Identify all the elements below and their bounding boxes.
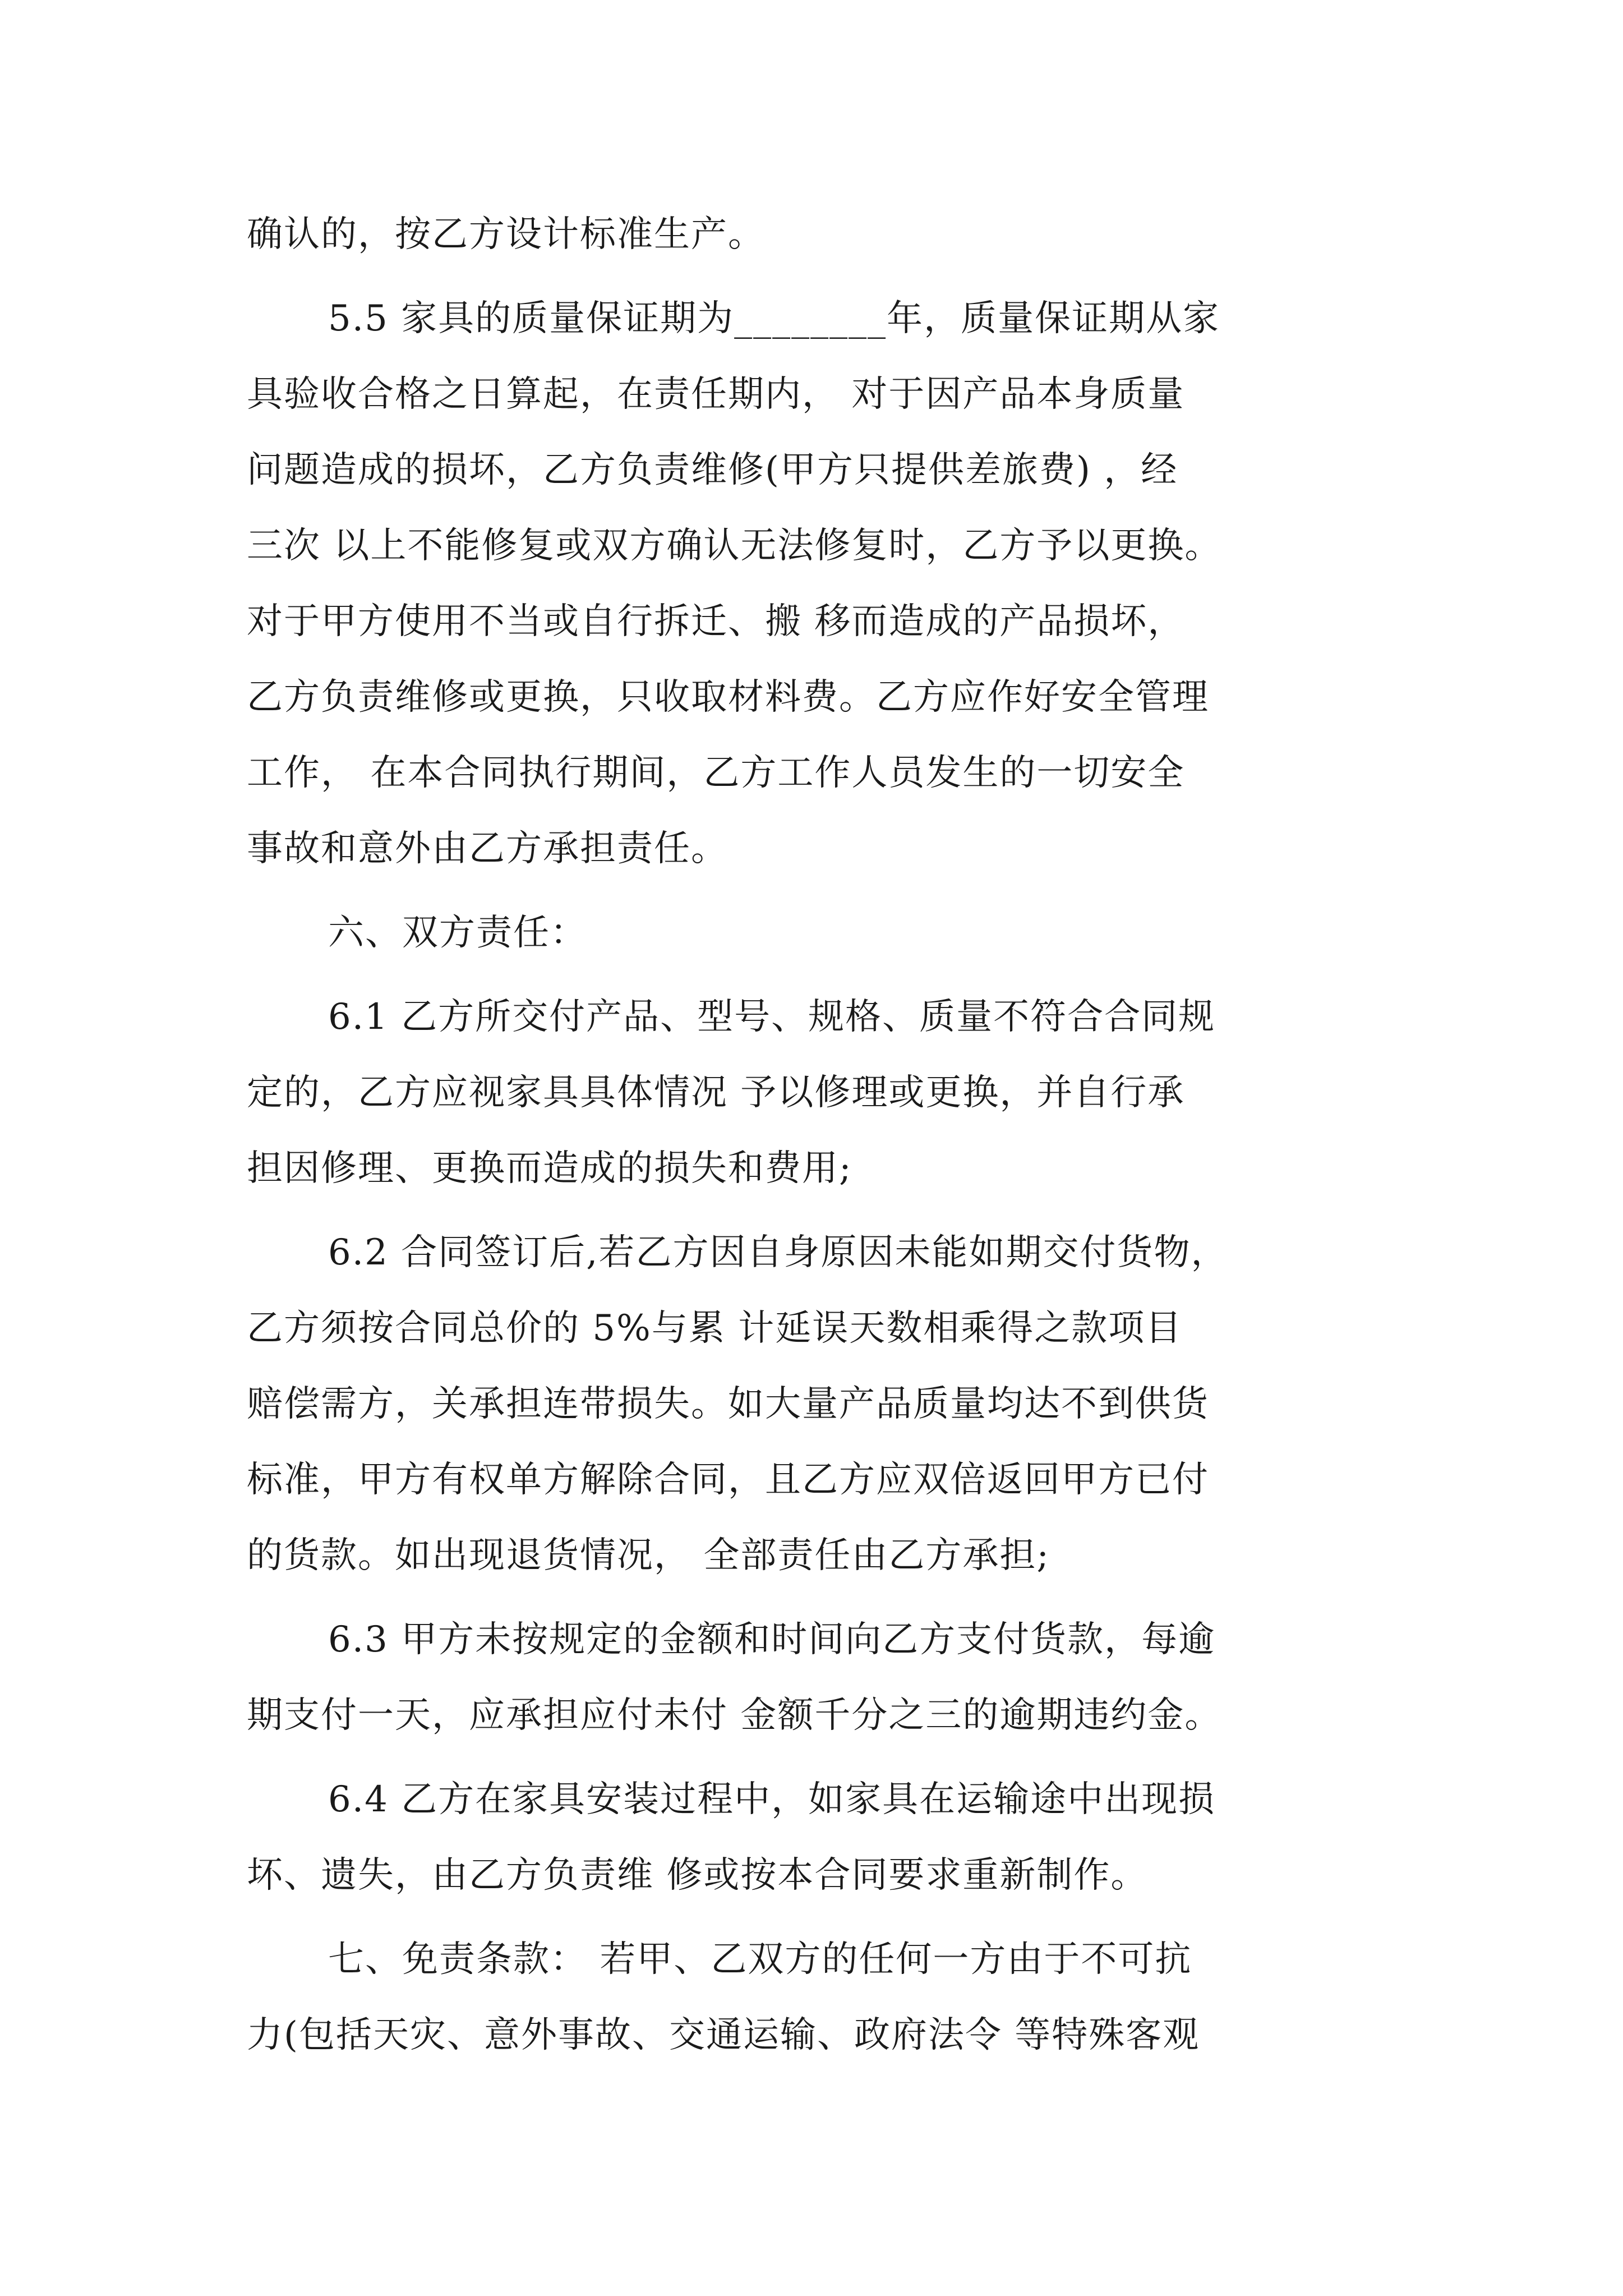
text-line-14: 6.2 合同签订后,若乙方因自身原因未能如期交付货物， bbox=[328, 1232, 1228, 1273]
text-line-9: 事故和意外由乙方承担责任。 bbox=[247, 828, 728, 869]
text-line-17: 标准，甲方有权单方解除合同，且乙方应双倍返回甲方已付 bbox=[247, 1459, 1209, 1501]
text-line-1: 确认的，按乙方设计标准生产。 bbox=[247, 214, 765, 255]
text-line-21: 6.4 乙方在家具安装过程中，如家具在运输途中出现损 bbox=[328, 1779, 1216, 1820]
text-line-18: 的货款。如出现退货情况， 全部责任由乙方承担; bbox=[247, 1535, 1050, 1576]
text-line-2: 5.5 家具的质量保证期为________年，质量保证期从家 bbox=[328, 298, 1220, 339]
text-line-5: 三次 以上不能修复或双方确认无法修复时，乙方予以更换。 bbox=[247, 525, 1222, 567]
text-line-13: 担因修理、更换而造成的损失和费用; bbox=[247, 1148, 852, 1189]
text-line-19: 6.3 甲方未按规定的金额和时间向乙方支付货款，每逾 bbox=[328, 1619, 1216, 1660]
text-line-16: 赔偿需方，关承担连带损失。如大量产品质量均达不到供货 bbox=[247, 1383, 1209, 1425]
text-line-6: 对于甲方使用不当或自行拆迁、搬 移而造成的产品损坏， bbox=[247, 601, 1185, 642]
text-line-20: 期支付一天，应承担应付未付 金额千分之三的逾期违约金。 bbox=[247, 1695, 1222, 1736]
text-line-24: 力(包括天灾、意外事故、交通运输、政府法令 等特殊客观 bbox=[247, 2014, 1200, 2056]
text-line-15: 乙方须按合同总价的 5%与累 计延误天数相乘得之款项目 bbox=[247, 1308, 1183, 1349]
text-line-12: 定的，乙方应视家具具体情况 予以修理或更换，并自行承 bbox=[247, 1072, 1185, 1114]
text-line-22: 坏、遗失，由乙方负责维 修或按本合同要求重新制作。 bbox=[247, 1855, 1148, 1896]
section-heading-6: 六、双方责任： bbox=[328, 912, 587, 954]
text-line-7: 乙方负责维修或更换，只收取材料费。乙方应作好安全管理 bbox=[247, 677, 1209, 718]
text-line-4: 问题造成的损坏，乙方负责维修(甲方只提供差旅费) ，经 bbox=[247, 449, 1178, 491]
section-heading-7: 七、免责条款： 若甲、乙双方的任何一方由于不可抗 bbox=[328, 1939, 1192, 1980]
text-line-8: 工作， 在本合同执行期间，乙方工作人员发生的一切安全 bbox=[247, 752, 1185, 794]
text-line-11: 6.1 乙方所交付产品、型号、规格、质量不符合合同规 bbox=[328, 996, 1216, 1038]
text-line-3: 具验收合格之日算起，在责任期内， 对于因产品本身质量 bbox=[247, 374, 1185, 415]
